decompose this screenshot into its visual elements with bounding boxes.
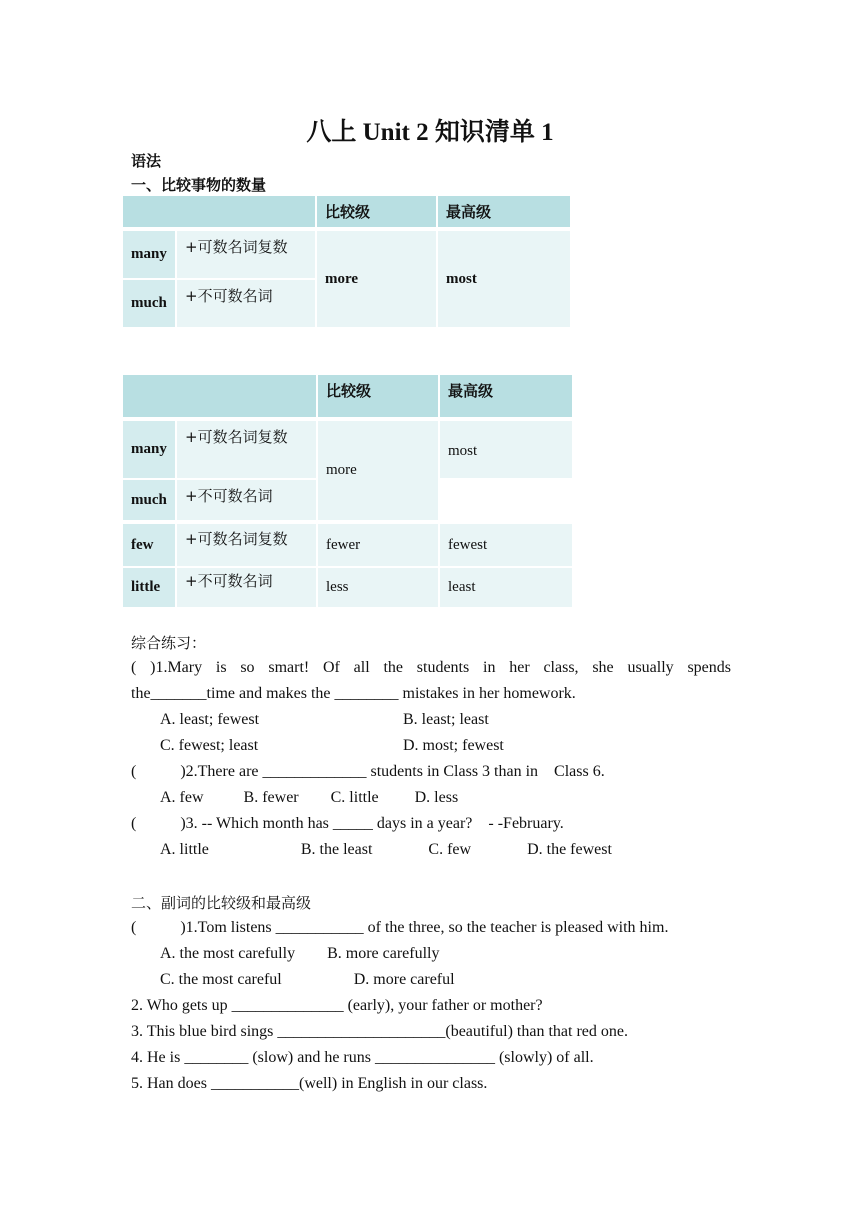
table1-superlative: most: [438, 231, 570, 327]
section2-question-1: ( )1.Tom listens ___________ of the three, so the teacher is pleased with him.: [131, 919, 669, 936]
table1-comparative: more: [317, 231, 436, 327]
table2-comparative-more: more: [318, 421, 438, 520]
question-3-options: A. little B. the least C. few D. the fewest: [160, 841, 612, 858]
table2-superlative-fewest: fewest: [440, 524, 572, 566]
question-1-option-d: D. most; fewest: [403, 737, 504, 754]
table1-word-many: many: [123, 231, 175, 278]
table2-header-superlative: 最高级: [440, 375, 572, 417]
section2-item-3: 3. This blue bird sings _____________________(beautiful) than that red one.: [131, 1023, 628, 1040]
practice-heading: 综合练习：: [131, 634, 207, 652]
question-1-stem: ( )1.Mary is so smart! Of all the students in her class, she usually spends: [131, 659, 731, 676]
table1-note-much: +不可数名词: [177, 280, 315, 327]
table1-header-comparative: 比较级: [317, 196, 436, 227]
section2-question-1-options-ab: A. the most carefully B. more carefully: [160, 945, 440, 962]
section2-question-1-options-cd: C. the most careful D. more careful: [160, 971, 455, 988]
section2-item-2: 2. Who gets up ______________ (early), your father or mother?: [131, 997, 543, 1014]
section2-heading: 二、副词的比较级和最高级: [131, 894, 312, 912]
table2-header-comparative: 比较级: [318, 375, 438, 417]
question-1-option-b: B. least; least: [403, 711, 489, 728]
question-1-option-c: C. fewest; least: [160, 737, 259, 754]
table1-word-much: much: [123, 280, 175, 327]
table2-note-many: +可数名词复数: [177, 421, 316, 478]
section2-item-4: 4. He is ________ (slow) and he runs _______________ (slowly) of all.: [131, 1049, 594, 1066]
grammar-label: 语法: [131, 152, 162, 170]
question-1-option-a: A. least; fewest: [160, 711, 260, 728]
table2-note-much: +不可数名词: [177, 480, 316, 520]
question-2-stem: ( )2.There are _____________ students in Class 3 than in Class 6.: [131, 763, 605, 780]
table2-comparative-fewer: fewer: [318, 524, 438, 566]
table2-note-few: +可数名词复数: [177, 524, 316, 566]
question-3-stem: ( )3. -- Which month has _____ days in a year? - -February.: [131, 815, 564, 832]
table2-superlative-most: most: [440, 421, 572, 478]
table1-header-superlative: 最高级: [438, 196, 570, 227]
table1-note-many: +可数名词复数: [177, 231, 315, 278]
table2-word-many: many: [123, 421, 175, 478]
table2-comparative-less: less: [318, 568, 438, 607]
table2-word-little: little: [123, 568, 175, 607]
question-2-options: A. few B. fewer C. little D. less: [160, 789, 459, 806]
table2-note-little: +不可数名词: [177, 568, 316, 607]
table2-corner: [123, 375, 316, 417]
question-1-stem-cont: the_______time and makes the ________ mistakes in her homework.: [131, 685, 576, 702]
table2-word-much: much: [123, 480, 175, 520]
page-title: 八上 Unit 2 知识清单 1: [306, 119, 554, 146]
section1-heading: 一、比较事物的数量: [131, 176, 267, 194]
table1-corner: [123, 196, 315, 227]
table2-superlative-least: least: [440, 568, 572, 607]
table2-word-few: few: [123, 524, 175, 566]
section2-item-5: 5. Han does ___________(well) in English in our class.: [131, 1075, 488, 1092]
